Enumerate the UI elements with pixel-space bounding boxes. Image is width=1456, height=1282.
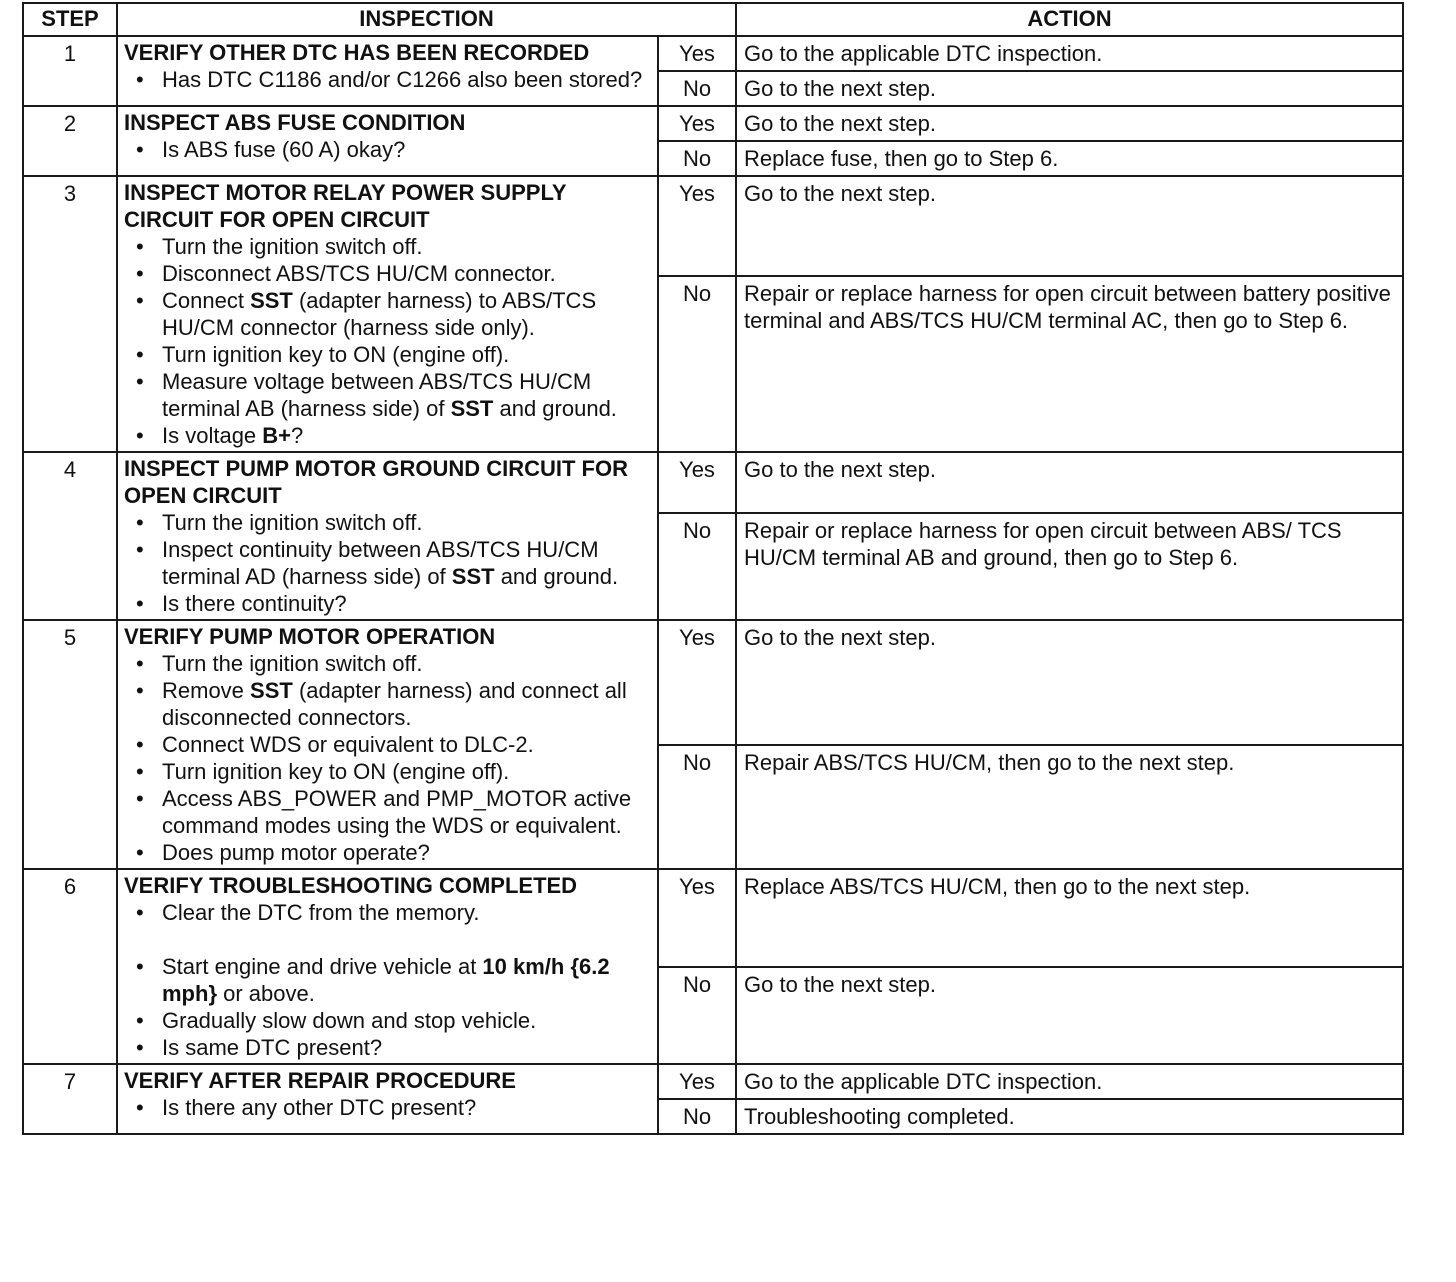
- list-item: • Clear the DTC from the memory.: [162, 899, 651, 926]
- bold-text: B+: [262, 423, 292, 448]
- text: and ground.: [493, 396, 617, 421]
- bold-text: SST: [250, 288, 293, 313]
- step-number: 6: [23, 869, 117, 1064]
- yes-action: Go to the next step.: [736, 620, 1403, 745]
- text: and ground.: [494, 564, 619, 589]
- list-item: [162, 368, 651, 422]
- yes-action: Replace ABS/TCS HU/CM, then go to the next step.: [736, 869, 1403, 967]
- list-item: • Turn the ignition switch off.: [162, 509, 651, 536]
- step-title: INSPECT MOTOR RELAY POWER SUPPLY CIRCUIT FOR OPEN CIRCUIT: [124, 180, 567, 232]
- list-item: • Does pump motor operate?: [162, 839, 651, 866]
- list-item: • Has DTC C1186 and/or C1266 also been stored?: [162, 66, 651, 93]
- yes-label: Yes: [658, 1064, 736, 1099]
- step-number: 1: [23, 36, 117, 106]
- table-row: [23, 452, 1403, 513]
- text: (adapter harness) to ABS/TCS HU/CM connector (harness side only).: [162, 288, 597, 340]
- no-action: Replace fuse, then go to Step 6.: [736, 141, 1403, 176]
- text: Inspect continuity between ABS/TCS HU/CM terminal AD (harness side) of: [162, 537, 599, 589]
- header-action: ACTION: [736, 3, 1403, 36]
- inspection-cell: [117, 620, 658, 869]
- step-title: INSPECT ABS FUSE CONDITION: [124, 110, 466, 135]
- yes-label: Yes: [658, 176, 736, 276]
- inspection-list: [124, 650, 651, 866]
- bold-text: SST: [250, 678, 293, 703]
- no-label: No: [658, 513, 736, 620]
- list-item: • Turn the ignition switch off.: [162, 233, 651, 260]
- list-item: • Is there any other DTC present?: [162, 1094, 651, 1121]
- list-item: • Access ABS_POWER and PMP_MOTOR active command modes using the WDS or equivalent.: [162, 785, 651, 839]
- list-item: • Disconnect ABS/TCS HU/CM connector.: [162, 260, 651, 287]
- header-row: [23, 3, 1403, 36]
- step-title: INSPECT PUMP MOTOR GROUND CIRCUIT FOR OPEN CIRCUIT: [124, 456, 628, 508]
- step-title: VERIFY TROUBLESHOOTING COMPLETED: [124, 873, 578, 898]
- header-inspection: INSPECTION: [117, 3, 736, 36]
- step-number: 5: [23, 620, 117, 869]
- list-item: • Turn ignition key to ON (engine off).: [162, 341, 651, 368]
- yes-action: Go to the applicable DTC inspection.: [736, 36, 1403, 71]
- list-item: [162, 677, 651, 731]
- step-number: 2: [23, 106, 117, 176]
- table-row: [23, 1064, 1403, 1099]
- list-item: [162, 422, 651, 449]
- step-title: VERIFY PUMP MOTOR OPERATION: [124, 624, 496, 649]
- yes-action: Go to the applicable DTC inspection.: [736, 1064, 1403, 1099]
- table-row: [23, 176, 1403, 276]
- no-label: No: [658, 745, 736, 870]
- step-title: VERIFY OTHER DTC HAS BEEN RECORDED: [124, 40, 590, 65]
- no-action: Troubleshooting completed.: [736, 1099, 1403, 1134]
- list-item: • Turn the ignition switch off.: [162, 650, 651, 677]
- header-step: STEP: [23, 3, 117, 36]
- inspection-list: [124, 66, 651, 93]
- no-label: No: [658, 276, 736, 452]
- list-item: [162, 953, 651, 1007]
- yes-label: Yes: [658, 452, 736, 513]
- list-item: • Gradually slow down and stop vehicle.: [162, 1007, 651, 1034]
- yes-label: Yes: [658, 106, 736, 141]
- inspection-list: [124, 509, 651, 617]
- no-action: Go to the next step.: [736, 967, 1403, 1065]
- list-item: • Is there continuity?: [162, 590, 651, 617]
- inspection-cell: [117, 452, 658, 620]
- inspection-cell: [117, 106, 658, 176]
- text: ?: [291, 423, 304, 448]
- table-row: [23, 36, 1403, 71]
- no-action: Repair ABS/TCS HU/CM, then go to the next step.: [736, 745, 1403, 870]
- yes-label: Yes: [658, 36, 736, 71]
- text: Connect: [162, 288, 251, 313]
- no-label: No: [658, 1099, 736, 1134]
- no-action: Repair or replace harness for open circuit between battery positive terminal and ABS/TCS HU/CM terminal AC, then go to Step 6.: [736, 276, 1403, 452]
- bold-text: 10 km/h {6.2 mph}: [162, 954, 610, 1006]
- inspection-list: [124, 1094, 651, 1121]
- no-label: No: [658, 141, 736, 176]
- text: Is voltage: [162, 423, 263, 448]
- step-number: 3: [23, 176, 117, 452]
- step-title: VERIFY AFTER REPAIR PROCEDURE: [124, 1068, 516, 1093]
- inspection-list: [124, 136, 651, 163]
- yes-action: Go to the next step.: [736, 176, 1403, 276]
- step-number: 4: [23, 452, 117, 620]
- text: (adapter harness) and connect all disconnected connectors.: [162, 678, 627, 730]
- list-item: • Connect WDS or equivalent to DLC-2.: [162, 731, 651, 758]
- inspection-cell: [117, 36, 658, 106]
- inspection-cell: [117, 869, 658, 1064]
- troubleshooting-table: [22, 2, 1404, 1135]
- yes-label: Yes: [658, 620, 736, 745]
- text: or above.: [217, 981, 315, 1006]
- table-row: [23, 620, 1403, 745]
- inspection-cell: [117, 176, 658, 452]
- no-action: Go to the next step.: [736, 71, 1403, 106]
- text: Remove: [162, 678, 251, 703]
- no-label: No: [658, 71, 736, 106]
- inspection-list: [124, 899, 651, 1061]
- list-item: • Is same DTC present?: [162, 1034, 651, 1061]
- inspection-cell: [117, 1064, 658, 1134]
- list-item: [162, 287, 651, 341]
- inspection-list: [124, 233, 651, 449]
- list-item: • Turn ignition key to ON (engine off).: [162, 758, 651, 785]
- bold-text: SST: [450, 396, 494, 421]
- yes-action: Go to the next step.: [736, 106, 1403, 141]
- bold-text: SST: [451, 564, 495, 589]
- table-row: [23, 869, 1403, 967]
- list-item: [162, 536, 651, 590]
- list-item: • Is ABS fuse (60 A) okay?: [162, 136, 651, 163]
- table-row: [23, 106, 1403, 141]
- no-action: Repair or replace harness for open circuit between ABS/ TCS HU/CM terminal AB and ground, then go to Step 6.: [736, 513, 1403, 620]
- yes-action: Go to the next step.: [736, 452, 1403, 513]
- yes-label: Yes: [658, 869, 736, 967]
- text: Start engine and drive vehicle at: [162, 954, 483, 979]
- no-label: No: [658, 967, 736, 1065]
- text: Measure voltage between ABS/TCS HU/CM terminal AB (harness side) of: [162, 369, 592, 421]
- step-number: 7: [23, 1064, 117, 1134]
